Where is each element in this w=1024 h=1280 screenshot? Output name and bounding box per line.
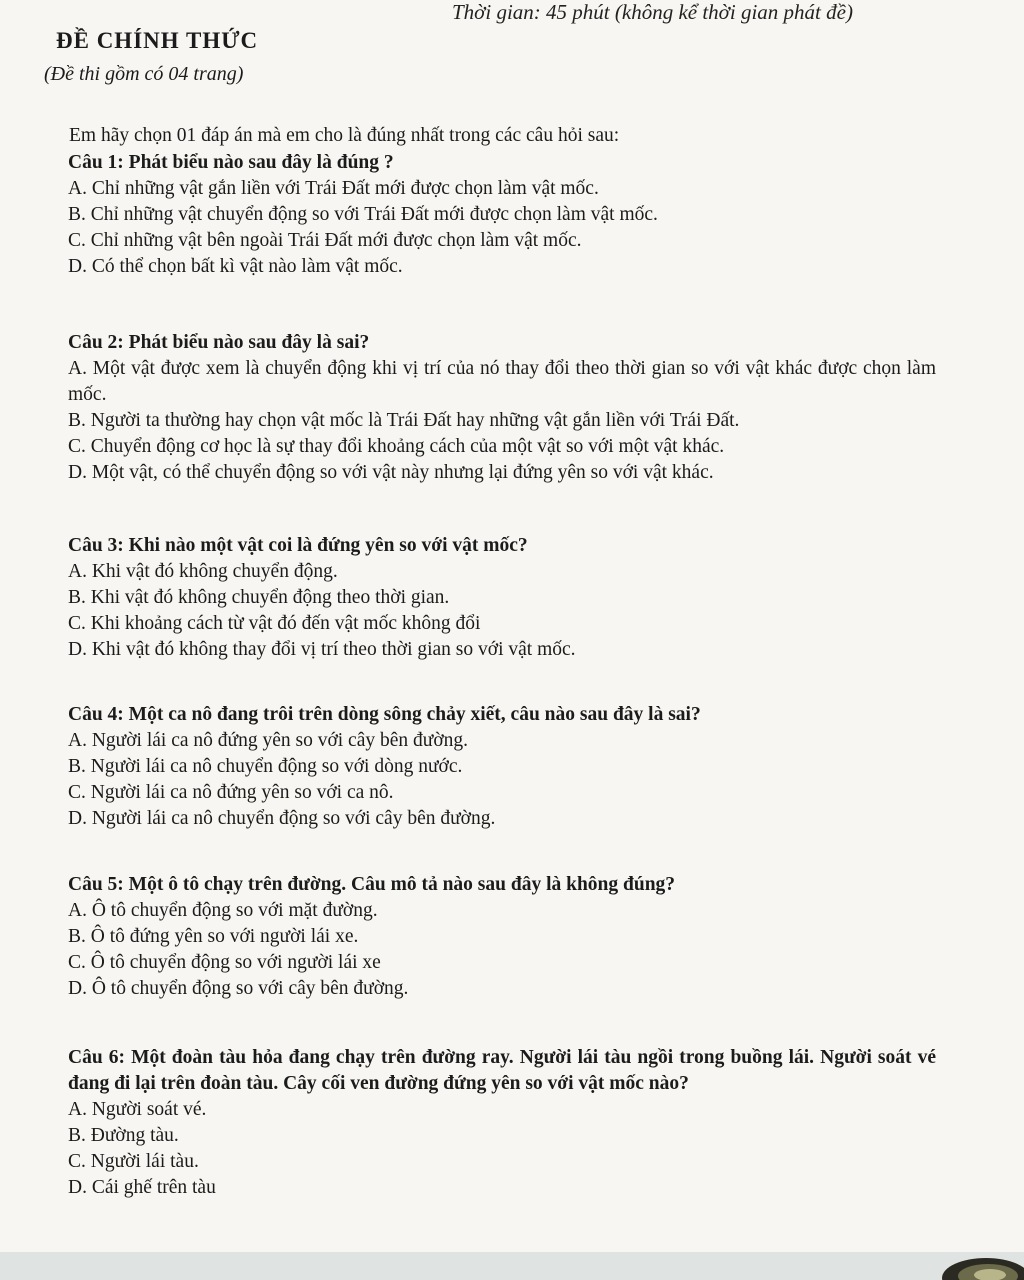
option-d: D. Khi vật đó không thay đổi vị trí theo thời gian so với vật mốc. [68, 639, 576, 660]
option-b: B. Chỉ những vật chuyển động so với Trái Đất mới được chọn làm vật mốc. [68, 204, 658, 225]
option-a: A. Khi vật đó không chuyển động. [68, 561, 338, 582]
question-title: Câu 3: Khi nào một vật coi là đứng yên so với vật mốc? [68, 535, 528, 556]
option-c: C. Chỉ những vật bên ngoài Trái Đất mới được chọn làm vật mốc. [68, 230, 582, 251]
option-a: A. Một vật được xem là chuyển động khi vị trí của nó thay đổi theo thời gian so với vật khác được chọn làm mốc. [68, 358, 936, 405]
question-title: Câu 4: Một ca nô đang trôi trên dòng sông chảy xiết, câu nào sau đây là sai? [68, 704, 701, 725]
option-a: A. Ô tô chuyển động so với mặt đường. [68, 900, 378, 921]
question-title: Câu 5: Một ô tô chạy trên đường. Câu mô tả nào sau đây là không đúng? [68, 874, 676, 895]
option-b: B. Khi vật đó không chuyển động theo thời gian. [68, 587, 450, 608]
instructions: Em hãy chọn 01 đáp án mà em cho là đúng nhất trong các câu hỏi sau: [69, 125, 620, 146]
option-c: C. Người lái tàu. [68, 1151, 199, 1172]
option-c: C. Khi khoảng cách từ vật đó đến vật mốc không đổi [68, 613, 481, 634]
option-d: D. Người lái ca nô chuyển động so với cây bên đường. [68, 808, 496, 829]
question-1 [68, 150, 948, 280]
bottom-edge-strip [0, 1252, 1024, 1280]
option-c: C. Chuyển động cơ học là sự thay đổi khoảng cách của một vật so với một vật khác. [68, 436, 725, 457]
option-a: A. Chỉ những vật gắn liền với Trái Đất mới được chọn làm vật mốc. [68, 178, 599, 199]
question-title: Câu 6: Một đoàn tàu hỏa đang chạy trên đường ray. Người lái tàu ngồi trong buồng lái. Người soát vé đang đi lại trên đoàn tàu. Cây cối ven đường đứng yên so với vật mốc nào? [68, 1047, 936, 1094]
corner-object-icon [928, 1248, 1024, 1280]
option-c: C. Người lái ca nô đứng yên so với ca nô. [68, 782, 394, 803]
option-b: B. Đường tàu. [68, 1125, 179, 1146]
question-title: Câu 1: Phát biểu nào sau đây là đúng ? [68, 152, 394, 173]
official-exam-label: ĐỀ CHÍNH THỨC [56, 28, 259, 53]
question-2 [68, 330, 948, 486]
question-title: Câu 2: Phát biểu nào sau đây là sai? [68, 332, 370, 353]
option-c: C. Ô tô chuyển động so với người lái xe [68, 952, 381, 973]
option-d: D. Ô tô chuyển động so với cây bên đường. [68, 978, 409, 999]
option-d: D. Cái ghế trên tàu [68, 1177, 216, 1198]
question-3 [68, 533, 948, 663]
option-b: B. Người lái ca nô chuyển động so với dòng nước. [68, 756, 463, 777]
option-a: A. Người soát vé. [68, 1099, 207, 1120]
exam-time: Thời gian: 45 phút (không kể thời gian phát đề) [452, 0, 853, 24]
question-6 [68, 1045, 948, 1201]
option-d: D. Một vật, có thể chuyển động so với vật này nhưng lại đứng yên so với vật khác. [68, 462, 714, 483]
option-d: D. Có thể chọn bất kì vật nào làm vật mốc. [68, 256, 403, 277]
option-a: A. Người lái ca nô đứng yên so với cây bên đường. [68, 730, 469, 751]
page-count-note: (Đề thi gồm có 04 trang) [44, 63, 244, 85]
option-b: B. Ô tô đứng yên so với người lái xe. [68, 926, 359, 947]
question-4 [68, 702, 948, 832]
option-b: B. Người ta thường hay chọn vật mốc là Trái Đất hay những vật gắn liền với Trái Đất. [68, 410, 740, 431]
question-5 [68, 872, 948, 1002]
